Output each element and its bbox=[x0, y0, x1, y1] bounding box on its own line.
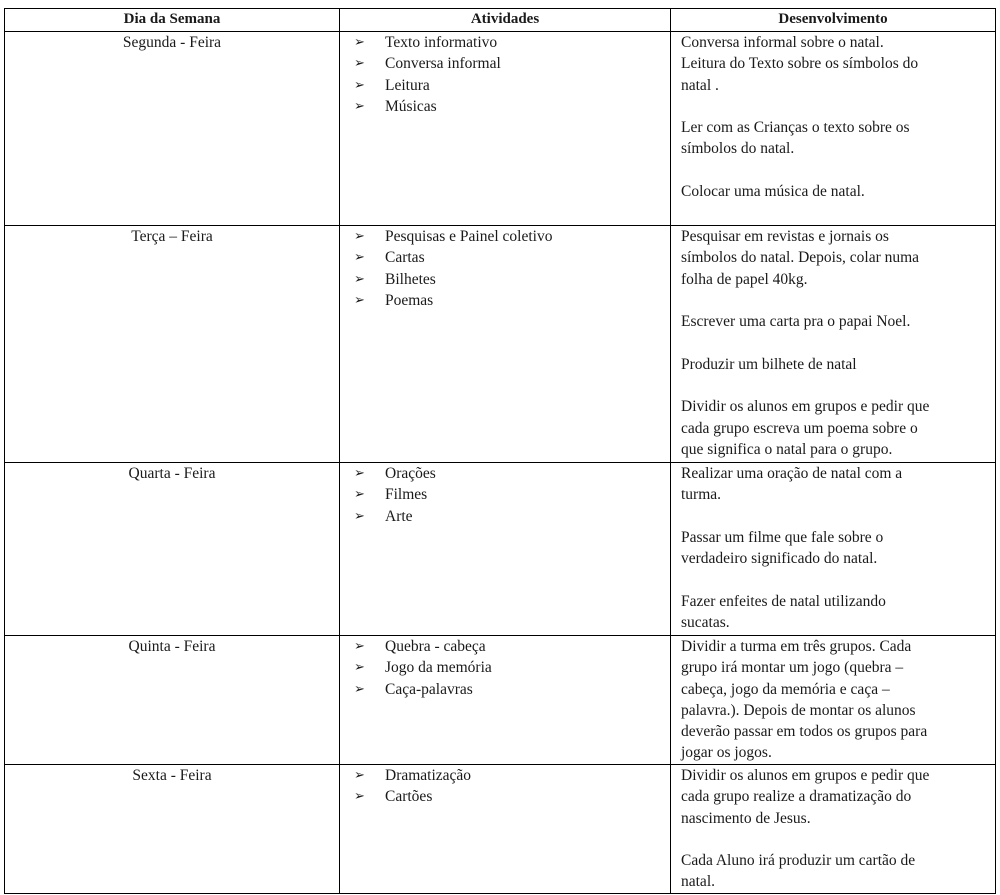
arrowhead-bullet-icon: ➢ bbox=[354, 229, 365, 244]
development-paragraph: Escrever uma carta pra o papai Noel. bbox=[681, 313, 911, 331]
table-row bbox=[5, 32, 996, 226]
development-paragraph: Conversa informal sobre o natal. Leitura do Texto sobre os símbolos do natal . bbox=[681, 34, 919, 94]
activities-cell bbox=[340, 636, 671, 765]
activity-item: ➢ Bilhetes bbox=[354, 269, 670, 290]
header-activities: Atividades bbox=[340, 9, 671, 32]
table-row bbox=[5, 226, 996, 463]
arrowhead-bullet-icon: ➢ bbox=[354, 681, 365, 697]
arrowhead-bullet-icon: ➢ bbox=[354, 508, 365, 524]
development-paragraph: Produzir um bilhete de natal bbox=[681, 355, 857, 373]
table-row bbox=[5, 636, 996, 765]
activity-item: ➢ Dramatização bbox=[354, 765, 670, 786]
development-paragraph: Pesquisar em revistas e jornais os símbolos do natal. Depois, colar numa folha de papel 40kg. bbox=[681, 228, 920, 288]
arrowhead-bullet-icon: ➢ bbox=[354, 487, 365, 503]
arrowhead-bullet-icon: ➢ bbox=[354, 56, 365, 72]
activity-item: ➢ Leitura bbox=[354, 75, 670, 96]
day-cell: Terça – Feira bbox=[5, 226, 340, 463]
development-paragraph: Dividir os alunos em grupos e pedir que cada grupo realize a dramatização do nascimento de Jesus. bbox=[681, 767, 930, 827]
arrowhead-bullet-icon: ➢ bbox=[354, 466, 365, 481]
day-cell: Quinta - Feira bbox=[5, 636, 340, 765]
development-paragraph: Passar um filme que fale sobre o verdadeiro significado do natal. bbox=[681, 528, 884, 568]
header-day: Dia da Semana bbox=[5, 9, 340, 32]
arrowhead-bullet-icon: ➢ bbox=[354, 250, 365, 266]
arrowhead-bullet-icon: ➢ bbox=[354, 77, 365, 93]
development-paragraph: Fazer enfeites de natal utilizando sucatas. bbox=[681, 592, 886, 632]
activity-item: ➢ Arte bbox=[354, 506, 670, 527]
development-paragraph: Dividir a turma em três grupos. Cada grupo irá montar um jogo (quebra – cabeça, jogo da memória e caça – palavra.). Depois de montar os alunos deverão passar em todos os grupos para jogar os jogos. bbox=[681, 638, 928, 762]
activity-item: ➢ Caça-palavras bbox=[354, 679, 670, 700]
development-cell bbox=[671, 463, 996, 636]
arrowhead-bullet-icon: ➢ bbox=[354, 271, 365, 287]
arrowhead-bullet-icon: ➢ bbox=[354, 292, 365, 308]
table-row bbox=[5, 765, 996, 894]
development-paragraph: Colocar uma música de natal. bbox=[681, 183, 865, 201]
development-cell bbox=[671, 226, 996, 463]
activity-item: ➢ Orações bbox=[354, 463, 670, 484]
development-paragraph: Cada Aluno irá produzir um cartão de natal. bbox=[681, 852, 916, 891]
activities-cell bbox=[340, 765, 671, 894]
activity-item: ➢ Texto informativo bbox=[354, 32, 670, 53]
arrowhead-bullet-icon: ➢ bbox=[354, 660, 365, 676]
activity-item: ➢ Filmes bbox=[354, 484, 670, 505]
activity-item: ➢ Conversa informal bbox=[354, 53, 670, 74]
development-paragraph: Dividir os alunos em grupos e pedir que cada grupo escreva um poema sobre o que significa o natal para o grupo. bbox=[681, 398, 930, 458]
arrowhead-bullet-icon: ➢ bbox=[354, 768, 365, 783]
weekly-plan-table bbox=[4, 8, 996, 894]
activity-item: ➢ Músicas bbox=[354, 96, 670, 117]
table-row bbox=[5, 463, 996, 636]
development-cell bbox=[671, 636, 996, 765]
arrowhead-bullet-icon: ➢ bbox=[354, 789, 365, 805]
development-cell bbox=[671, 765, 996, 894]
activity-item: ➢ Quebra - cabeça bbox=[354, 636, 670, 657]
header-development: Desenvolvimento bbox=[671, 9, 996, 32]
activity-item: ➢ Cartas bbox=[354, 247, 670, 268]
activity-item: ➢ Jogo da memória bbox=[354, 657, 670, 678]
development-paragraph: Realizar uma oração de natal com a turma. bbox=[681, 465, 903, 504]
day-cell: Segunda - Feira bbox=[5, 32, 340, 226]
activities-cell bbox=[340, 463, 671, 636]
table-header-row bbox=[5, 9, 996, 32]
arrowhead-bullet-icon: ➢ bbox=[354, 98, 365, 114]
activities-cell bbox=[340, 226, 671, 463]
day-cell: Sexta - Feira bbox=[5, 765, 340, 894]
activities-cell bbox=[340, 32, 671, 226]
development-paragraph: Ler com as Crianças o texto sobre os símbolos do natal. bbox=[681, 119, 910, 158]
activity-item: ➢ Cartões bbox=[354, 786, 670, 807]
activity-item: ➢ Pesquisas e Painel coletivo bbox=[354, 226, 670, 247]
activity-item: ➢ Poemas bbox=[354, 290, 670, 311]
development-cell bbox=[671, 32, 996, 226]
day-cell: Quarta - Feira bbox=[5, 463, 340, 636]
arrowhead-bullet-icon: ➢ bbox=[354, 639, 365, 654]
arrowhead-bullet-icon: ➢ bbox=[354, 35, 365, 50]
